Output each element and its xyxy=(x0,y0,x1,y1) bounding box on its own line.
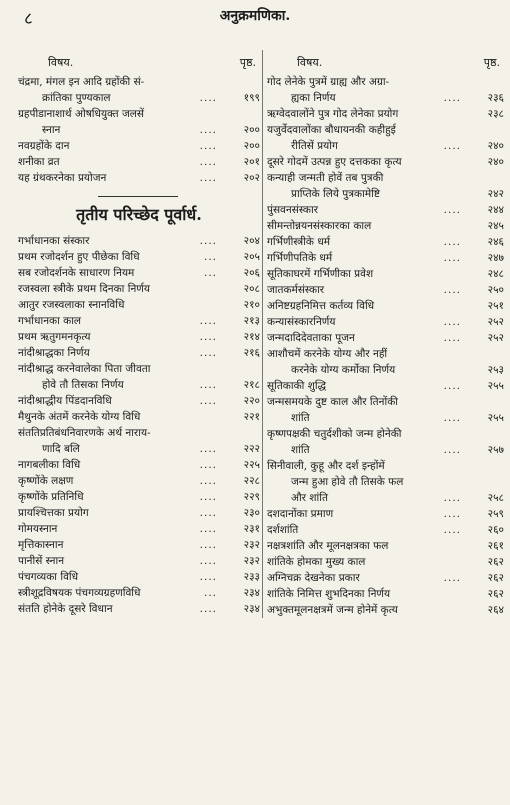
toc-entry-page: २२९ xyxy=(243,491,260,503)
toc-entry-text: गर्भाधानका संस्कार xyxy=(18,235,90,247)
toc-entry-text: रजस्वला स्त्रीके प्रथम दिनका निर्णय xyxy=(18,283,150,295)
toc-entry-page: २१८ xyxy=(243,379,260,391)
toc-entry-page: २६२ xyxy=(487,588,504,600)
toc-entry-text: सूतिकाकी शुद्धि xyxy=(267,380,326,392)
right-column xyxy=(262,50,504,618)
toc-entry xyxy=(18,409,260,425)
toc-entry xyxy=(267,106,504,122)
toc-entry xyxy=(18,537,260,553)
toc-entry-page: २४० xyxy=(487,156,504,168)
toc-entry-page: २०५ xyxy=(243,251,260,263)
left-column xyxy=(18,50,260,617)
toc-entry xyxy=(18,281,260,297)
toc-entry-page: २४५ xyxy=(487,220,504,232)
toc-entry-leader: .... xyxy=(443,252,461,264)
toc-entry xyxy=(267,394,504,410)
toc-entry-text: जन्म हुआ होवे तौ तिसके फल xyxy=(291,476,404,488)
toc-entry-page: २३६ xyxy=(487,92,504,104)
toc-entry-text: शांति xyxy=(291,444,310,456)
toc-entry-text: सब रजोदर्शनके साधारण नियम xyxy=(18,267,135,279)
toc-entry-text: होवे तौ तिसका निर्णय xyxy=(42,379,124,391)
right-heading-page: पृष्ठ. xyxy=(483,55,500,69)
left-heading-page: पृष्ठ. xyxy=(239,55,256,69)
toc-entry-leader: .... xyxy=(443,444,461,456)
toc-entry-leader: .... xyxy=(199,603,217,615)
toc-entry xyxy=(18,361,260,377)
toc-entry-text: गर्भाधानका काल xyxy=(18,315,82,327)
toc-entry xyxy=(18,441,260,457)
toc-entry xyxy=(18,425,260,441)
toc-entry xyxy=(267,138,504,154)
toc-entry-page: २३० xyxy=(243,507,260,519)
toc-entry-leader: .... xyxy=(443,332,461,344)
toc-entry-leader: .... xyxy=(199,140,217,152)
toc-entry-page: २५५ xyxy=(487,412,504,424)
toc-entry-page: २४७ xyxy=(487,252,504,264)
toc-entry-page: २२० xyxy=(243,395,260,407)
toc-entry-text: गोमयस्नान xyxy=(18,523,58,535)
toc-entry-text: अनिष्टग्रहनिमित्त कर्तव्य विधि xyxy=(267,300,375,312)
toc-entry xyxy=(267,218,504,234)
toc-entry xyxy=(267,442,504,458)
toc-entry xyxy=(18,553,260,569)
toc-entry-page: २०० xyxy=(243,124,260,136)
toc-entry-page: २५२ xyxy=(487,316,504,328)
toc-entry-text: मृत्तिकास्नान xyxy=(18,539,64,551)
toc-entry xyxy=(18,585,260,601)
toc-entry xyxy=(267,362,504,378)
toc-entry-text: कृष्णपक्षकी चतुर्दशीको जन्म होनेकी xyxy=(267,428,402,440)
toc-entry-text: णादि बलि xyxy=(42,443,80,455)
toc-entry-leader: .... xyxy=(443,284,461,296)
toc-entry xyxy=(267,538,504,554)
toc-entry xyxy=(267,298,504,314)
toc-entry-page: २३३ xyxy=(243,571,260,583)
toc-entry-page: २२५ xyxy=(243,459,260,471)
toc-entry-text: संतति होनेके दूसरे विधान xyxy=(18,603,113,615)
toc-entry-page: २५२ xyxy=(487,332,504,344)
right-entries xyxy=(267,74,504,618)
toc-entry-page: २५७ xyxy=(487,444,504,456)
toc-entry xyxy=(18,521,260,537)
toc-entry-page: २१६ xyxy=(243,347,260,359)
toc-entry-page: २६२ xyxy=(487,556,504,568)
toc-entry xyxy=(18,297,260,313)
toc-entry xyxy=(267,202,504,218)
toc-entry-text: आतुर रजस्वलाका स्नानविधि xyxy=(18,299,125,311)
toc-entry xyxy=(18,265,260,281)
toc-entry-leader: .... xyxy=(443,204,461,216)
toc-entry-text: शांतिके निमित्त शुभदिनका निर्णय xyxy=(267,588,391,600)
toc-entry-text: और शांति xyxy=(291,492,328,504)
toc-entry xyxy=(267,522,504,538)
toc-entry-page: २२८ xyxy=(243,475,260,487)
toc-entry-page: २४४ xyxy=(487,204,504,216)
toc-entry-page: २०१ xyxy=(243,156,260,168)
toc-entry-text: स्त्रीशूद्रविषयक पंचगव्यग्रहणविधि xyxy=(18,587,141,599)
toc-entry-page: २०० xyxy=(243,140,260,152)
toc-entry xyxy=(18,457,260,473)
toc-entry-page: २३४ xyxy=(243,587,260,599)
toc-entry xyxy=(18,106,260,122)
toc-entry-page: २२१ xyxy=(243,411,260,423)
toc-entry xyxy=(267,250,504,266)
toc-entry-page: २६२ xyxy=(487,572,504,584)
left-entries-before-section xyxy=(18,74,260,186)
toc-entry-page: २१० xyxy=(243,299,260,311)
toc-entry-text: गर्भिणीस्त्रीके धर्म xyxy=(267,236,331,248)
section-title: तृतीय परिच्छेद पूर्वार्ध. xyxy=(76,205,202,224)
toc-entry-leader: .... xyxy=(199,491,217,503)
toc-entry-page: २०८ xyxy=(243,283,260,295)
toc-entry xyxy=(267,122,504,138)
toc-entry-leader: .... xyxy=(199,523,217,535)
left-heading-subject: विषय. xyxy=(48,55,74,69)
left-column-heading xyxy=(18,50,260,74)
toc-entry xyxy=(18,393,260,409)
toc-entry-text: अभुक्तमूलनक्षत्रमें जन्म होनेमें कृत्य xyxy=(267,604,398,616)
toc-entry-leader: .... xyxy=(199,379,217,391)
toc-entry xyxy=(267,74,504,90)
toc-entry xyxy=(267,458,504,474)
page-header-title: अनुक्रमणिका. xyxy=(219,8,291,24)
toc-entry-text: शांतिके होमका मुख्य काल xyxy=(267,556,366,568)
toc-entry-text: नागबलीका विधि xyxy=(18,459,81,471)
toc-entry xyxy=(18,122,260,138)
toc-entry-page: २५५ xyxy=(487,380,504,392)
toc-entry-leader: ... xyxy=(203,251,217,263)
toc-entry-page: २६१ xyxy=(487,540,504,552)
toc-entry-leader: .... xyxy=(443,508,461,520)
toc-entry-leader: .... xyxy=(199,459,217,471)
toc-entry-text: पंचगव्यका विधि xyxy=(18,571,79,583)
toc-entry-page: २६० xyxy=(487,524,504,536)
toc-entry-text: ऋग्वेदवालोंने पुत्र गोद लेनेका प्रयोग xyxy=(267,108,399,120)
toc-entry-text: आशौचमें करनेके योग्य और नहीं xyxy=(267,348,388,360)
toc-entry-page: २५८ xyxy=(487,492,504,504)
toc-entry-text: जातकर्मसंस्कार xyxy=(267,284,325,296)
toc-entry-page: २०२ xyxy=(243,172,260,184)
toc-entry xyxy=(267,490,504,506)
toc-entry-text: स्नान xyxy=(42,124,61,136)
toc-entry-leader: .... xyxy=(199,124,217,136)
toc-entry-text: जन्मसमयके दुष्ट काल और तिनोंकी xyxy=(267,396,398,408)
toc-entry xyxy=(267,314,504,330)
toc-entry-text: दर्शशांति xyxy=(267,524,299,536)
toc-entry-leader: .... xyxy=(199,443,217,455)
toc-entry-text: ह्यका निर्णय xyxy=(291,92,336,104)
toc-entry-text: कन्याही जन्मती होवें तब पुत्रकी xyxy=(267,172,384,184)
toc-entry xyxy=(18,313,260,329)
toc-entry-text: ग्रहपीडानाशार्थ ओषधियुक्त जलसें xyxy=(18,108,145,120)
toc-entry-page: २४२ xyxy=(487,188,504,200)
toc-entry-text: शनीका व्रत xyxy=(18,156,60,168)
toc-entry xyxy=(267,170,504,186)
toc-entry xyxy=(18,329,260,345)
toc-entry-text: अग्निचक्र देखनेका प्रकार xyxy=(267,572,360,584)
toc-entry-leader: .... xyxy=(199,156,217,168)
toc-entry xyxy=(18,473,260,489)
toc-entry xyxy=(267,346,504,362)
right-column-heading xyxy=(267,50,504,74)
toc-entry-text: यजुर्वेदवालोंका बौधायनकी कहीहुई xyxy=(267,124,396,136)
toc-entry xyxy=(267,90,504,106)
toc-entry-page: २४८ xyxy=(487,268,504,280)
toc-entry xyxy=(18,505,260,521)
toc-entry xyxy=(267,266,504,282)
toc-entry xyxy=(18,569,260,585)
toc-entry-text: पुंसवनसंस्कार xyxy=(267,204,318,216)
toc-entry-text: गर्भिणीपतिके धर्म xyxy=(267,252,333,264)
toc-entry-text: प्राप्तिके लिये पुत्रकामेष्टि xyxy=(291,188,380,200)
toc-entry xyxy=(267,602,504,618)
toc-entry-page: २३८ xyxy=(487,108,504,120)
toc-entry xyxy=(18,345,260,361)
toc-entry-text: नक्षत्रशांति और मूलनक्षत्रका फल xyxy=(267,540,389,552)
toc-entry-leader: .... xyxy=(443,316,461,328)
toc-entry-page: १९९ xyxy=(243,92,260,104)
toc-entry-leader: .... xyxy=(443,412,461,424)
toc-entry-text: चंद्रमा, मंगल इन आदि ग्रहोंकी सं- xyxy=(18,76,145,88)
toc-entry xyxy=(18,249,260,265)
toc-entry xyxy=(267,330,504,346)
toc-entry-leader: .... xyxy=(199,555,217,567)
toc-entry-page: २५९ xyxy=(487,508,504,520)
toc-entry-leader: .... xyxy=(199,92,217,104)
toc-entry xyxy=(267,426,504,442)
toc-entry xyxy=(18,601,260,617)
toc-entry-text: गोद लेनेके पुत्रमें ग्राह्य और अग्रा- xyxy=(267,76,390,88)
toc-entry-text: नवग्रहोंके दान xyxy=(18,140,70,152)
toc-entry-page: २१३ xyxy=(243,315,260,327)
toc-entry-page: २०६ xyxy=(243,267,260,279)
toc-entry-page: २५१ xyxy=(487,300,504,312)
toc-entry xyxy=(18,138,260,154)
toc-entry-page: २२२ xyxy=(243,443,260,455)
toc-entry-page: २३४ xyxy=(243,603,260,615)
toc-entry-leader: .... xyxy=(443,492,461,504)
toc-entry-text: मैथुनके अंतमें करनेके योग्य विधि xyxy=(18,411,141,423)
toc-entry-page: २३२ xyxy=(243,555,260,567)
toc-entry-leader: .... xyxy=(443,236,461,248)
toc-entry xyxy=(18,74,260,90)
toc-entry xyxy=(267,378,504,394)
toc-entry-text: कन्यासंस्कारनिर्णय xyxy=(267,316,336,328)
toc-entry-text: जन्मदादिदेवताका पूजन xyxy=(267,332,355,344)
toc-entry xyxy=(18,233,260,249)
toc-entry-page: २३१ xyxy=(243,523,260,535)
toc-entry-page: २६४ xyxy=(487,604,504,616)
toc-entry-leader: .... xyxy=(443,380,461,392)
toc-entry xyxy=(267,154,504,170)
toc-entry-text: प्रथम रजोदर्शन हुए पीछेका विधि xyxy=(18,251,140,263)
toc-entry-leader: .... xyxy=(443,140,461,152)
toc-entry-text: कृष्णोंके प्रतिनिधि xyxy=(18,491,84,503)
toc-entry xyxy=(18,489,260,505)
toc-entry-page: २५३ xyxy=(487,364,504,376)
toc-entry xyxy=(267,234,504,250)
toc-entry-text: रीतिसें प्रयोग xyxy=(291,140,338,152)
toc-entry-leader: .... xyxy=(199,347,217,359)
toc-entry-leader: .... xyxy=(199,507,217,519)
toc-entry xyxy=(267,506,504,522)
toc-entry-text: सीमन्तोन्नयनसंस्कारका काल xyxy=(267,220,372,232)
toc-entry-page: २०४ xyxy=(243,235,260,247)
toc-entry-text: सूतिकाघरमें गर्भिणीका प्रवेश xyxy=(267,268,374,280)
toc-entry xyxy=(267,282,504,298)
toc-entry-text: प्रायश्चित्तका प्रयोग xyxy=(18,507,89,519)
section-divider-rule xyxy=(98,196,178,197)
toc-entry-text: संततिप्रतिबंधनिवारणके अर्थ नाराय- xyxy=(18,427,151,439)
toc-entry-leader: ... xyxy=(203,267,217,279)
toc-entry-leader: .... xyxy=(199,571,217,583)
toc-entry xyxy=(18,377,260,393)
toc-entry-leader: ... xyxy=(203,587,217,599)
toc-entry xyxy=(267,186,504,202)
toc-entry-text: पानीसें स्नान xyxy=(18,555,65,567)
toc-entry-page: २३२ xyxy=(243,539,260,551)
toc-entry xyxy=(267,586,504,602)
toc-entry-leader: .... xyxy=(443,524,461,536)
left-entries-after-section xyxy=(18,233,260,617)
toc-entry-text: शांति xyxy=(291,412,310,424)
toc-entry-text: कृष्णोंके लक्षण xyxy=(18,475,74,487)
toc-entry-leader: .... xyxy=(199,235,217,247)
toc-entry-text: क्रांतिका पुण्यकाल xyxy=(42,92,111,104)
toc-entry-text: करनेके योग्य कर्मोका निर्णय xyxy=(291,364,396,376)
toc-entry xyxy=(18,154,260,170)
toc-entry-text: नांदीश्राद्ध करनेवालेका पिता जीवता xyxy=(18,363,151,375)
toc-entry-text: प्रथम ऋतुगमनकृत्य xyxy=(18,331,91,343)
page-number: ८ xyxy=(24,9,33,29)
toc-entry xyxy=(267,474,504,490)
toc-entry xyxy=(18,170,260,186)
toc-entry-leader: .... xyxy=(443,572,461,584)
toc-entry-text: नांदीश्राद्धीय पिंडदानविधि xyxy=(18,395,112,407)
toc-entry xyxy=(18,90,260,106)
toc-entry-page: २५० xyxy=(487,284,504,296)
toc-entry xyxy=(267,570,504,586)
toc-entry-text: यह ग्रंथकरनेका प्रयोजन xyxy=(18,172,107,184)
toc-entry-leader: .... xyxy=(199,331,217,343)
toc-entry-leader: .... xyxy=(199,395,217,407)
toc-entry-leader: .... xyxy=(199,315,217,327)
toc-entry-leader: .... xyxy=(199,172,217,184)
toc-entry-leader: .... xyxy=(199,539,217,551)
toc-entry-page: २४० xyxy=(487,140,504,152)
toc-entry-leader: .... xyxy=(199,475,217,487)
toc-entry-leader: .... xyxy=(443,92,461,104)
toc-entry-page: २४६ xyxy=(487,236,504,248)
toc-entry-page: २१४ xyxy=(243,331,260,343)
right-heading-subject: विषय. xyxy=(297,55,323,69)
toc-entry-text: दूसरे गोदमें उत्पन्न हुए दत्तकका कृत्य xyxy=(267,156,402,168)
toc-entry-text: नांदीश्राद्धका निर्णय xyxy=(18,347,90,359)
toc-entry-text: सिनीवाली, कुहू और दर्श इन्होंमें xyxy=(267,460,385,472)
toc-entry xyxy=(267,554,504,570)
toc-entry-text: दशदानोंका प्रमाण xyxy=(267,508,334,520)
toc-entry xyxy=(267,410,504,426)
